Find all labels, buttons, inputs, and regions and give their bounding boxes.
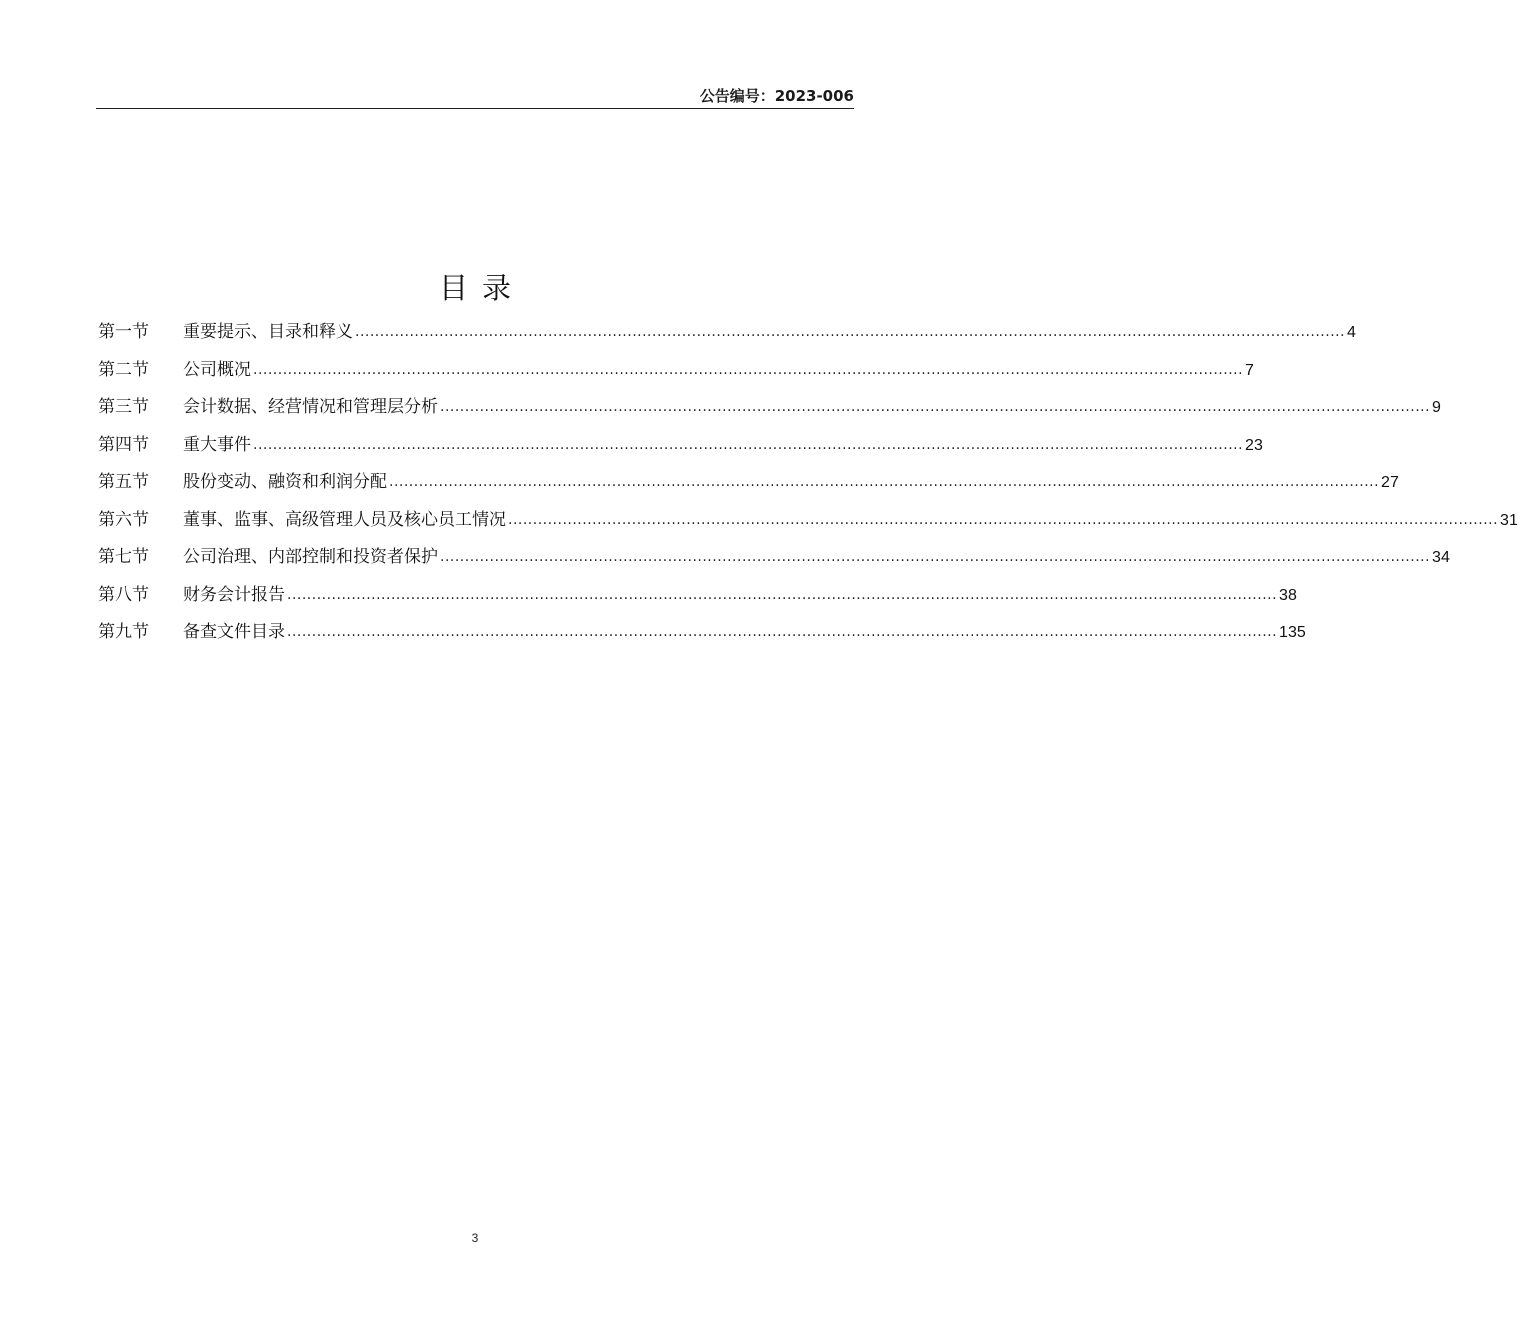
toc-dot-leader: ........................................................................................................................................................................................................ <box>253 361 1244 378</box>
toc-page-reference: 135 <box>1279 624 1306 641</box>
toc-page-reference: 9 <box>1432 399 1441 416</box>
toc-entry-2[interactable] <box>98 352 1254 390</box>
toc-section-title: 财务会计报告 <box>183 584 285 605</box>
toc-section-number: 第一节 <box>98 322 149 342</box>
toc-page-reference: 7 <box>1245 361 1254 379</box>
header-divider <box>96 108 854 109</box>
toc-dot-leader: ........................................................................................................................................................................................................ <box>440 399 1431 415</box>
toc-section-number: 第九节 <box>98 622 149 642</box>
toc-entry-4[interactable] <box>98 427 1263 465</box>
toc-section-title: 股份变动、融资和利润分配 <box>183 472 387 492</box>
toc-section-number: 第二节 <box>98 359 149 380</box>
toc-section-number: 第八节 <box>98 584 149 605</box>
toc-dot-leader: ........................................................................................................................................................................................................ <box>389 474 1380 490</box>
toc-title: 目录 <box>438 271 525 305</box>
toc-section-title: 公司概况 <box>183 359 251 380</box>
toc-section-title: 公司治理、内部控制和投资者保护 <box>183 547 438 567</box>
toc-section-number: 第三节 <box>98 397 149 417</box>
toc-dot-leader: ........................................................................................................................................................................................................ <box>253 436 1244 453</box>
toc-dot-leader: ........................................................................................................................................................................................................ <box>440 549 1431 565</box>
toc-section-title: 会计数据、经营情况和管理层分析 <box>183 397 438 417</box>
toc-section-number: 第五节 <box>98 472 149 492</box>
toc-dot-leader: ........................................................................................................................................................................................................ <box>287 624 1278 640</box>
toc-entry-9[interactable] <box>98 614 1306 652</box>
toc-entry-6[interactable] <box>98 502 1518 540</box>
toc-dot-leader: ........................................................................................................................................................................................................ <box>287 586 1278 603</box>
toc-section-title: 重要提示、目录和释义 <box>183 322 353 342</box>
toc-entry-8[interactable] <box>98 577 1297 615</box>
toc-entry-7[interactable] <box>98 539 1450 577</box>
toc-section-title: 备查文件目录 <box>183 622 285 642</box>
page-number: 3 <box>471 1231 479 1245</box>
toc-section-number: 第四节 <box>98 434 149 455</box>
toc-page-reference: 27 <box>1381 474 1399 491</box>
toc-dot-leader: ........................................................................................................................................................................................................ <box>508 511 1499 528</box>
toc-dot-leader: ........................................................................................................................................................................................................ <box>355 324 1346 340</box>
toc-section-title: 重大事件 <box>183 434 251 455</box>
toc-section-title: 董事、监事、高级管理人员及核心员工情况 <box>183 509 506 530</box>
toc-page-reference: 23 <box>1245 436 1263 454</box>
announcement-number: 公告编号：2023-006 <box>699 87 854 105</box>
toc-entry-5[interactable] <box>98 464 1399 502</box>
toc-page-reference: 4 <box>1347 324 1356 341</box>
toc-section-number: 第六节 <box>98 509 149 530</box>
toc-entry-1[interactable] <box>98 314 1356 352</box>
toc-page-reference: 34 <box>1432 549 1450 566</box>
table-of-contents <box>98 314 1518 652</box>
toc-entry-3[interactable] <box>98 389 1441 427</box>
toc-section-number: 第七节 <box>98 547 149 567</box>
toc-page-reference: 31 <box>1500 511 1518 529</box>
toc-page-reference: 38 <box>1279 586 1297 604</box>
